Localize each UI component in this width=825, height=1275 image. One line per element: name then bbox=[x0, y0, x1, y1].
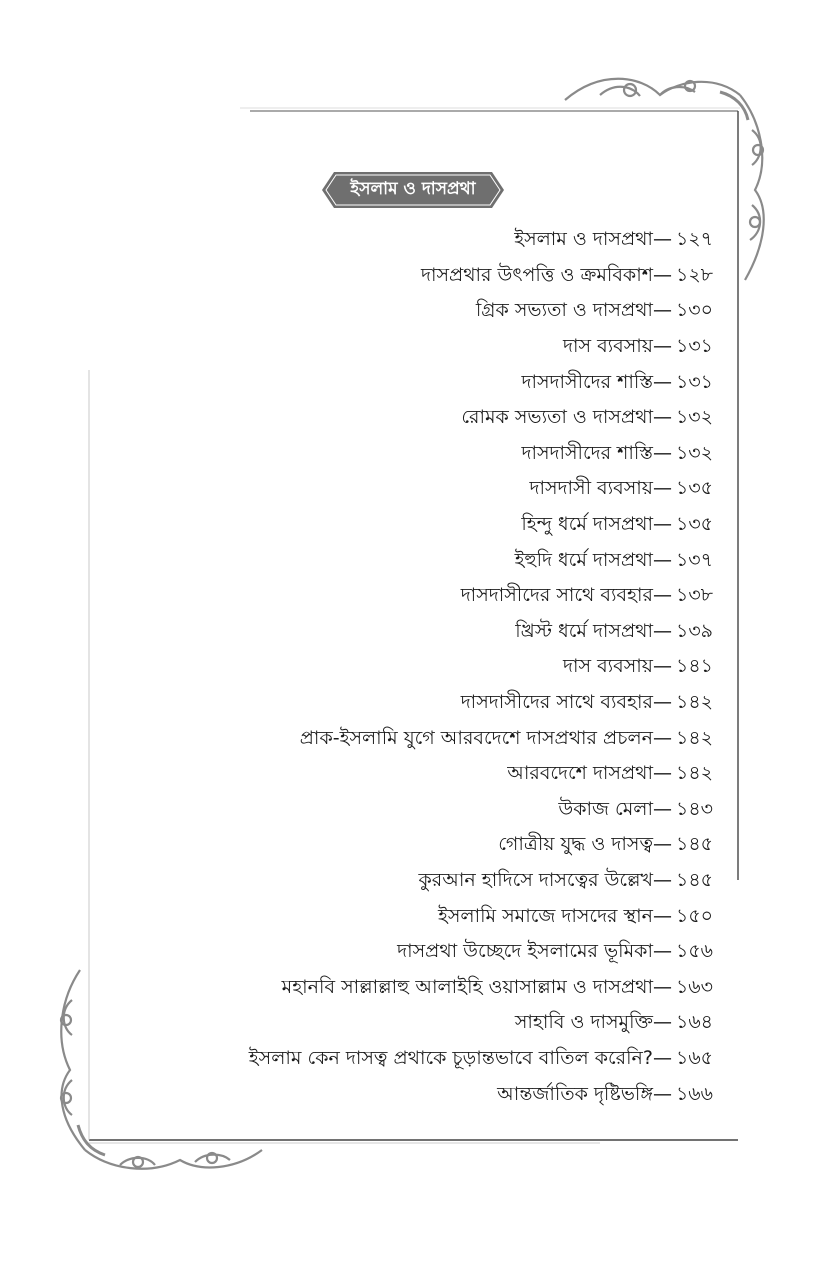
entry-title: দাসদাসীদের সাথে ব্যবহার bbox=[460, 584, 653, 607]
entry-separator: — bbox=[652, 513, 672, 536]
entry-separator: — bbox=[652, 1082, 672, 1105]
toc-entry[interactable] bbox=[193, 614, 713, 650]
entry-page: ১৩৫ bbox=[675, 513, 713, 536]
toc-entry[interactable] bbox=[193, 1005, 713, 1041]
table-of-contents bbox=[193, 222, 713, 1112]
entry-separator: — bbox=[652, 584, 672, 607]
entry-separator: — bbox=[652, 691, 672, 714]
entry-separator: — bbox=[652, 762, 672, 785]
entry-separator: — bbox=[652, 263, 672, 286]
entry-page: ১৬৪ bbox=[675, 1011, 713, 1034]
entry-title: দাস ব্যবসায় bbox=[563, 655, 653, 678]
toc-entry[interactable] bbox=[193, 827, 713, 863]
entry-title: গোত্রীয় যুদ্ধ ও দাসত্ব bbox=[498, 833, 653, 856]
entry-page: ১২৮ bbox=[675, 263, 713, 286]
entry-page: ১৪৫ bbox=[676, 833, 713, 856]
toc-entry[interactable] bbox=[193, 898, 713, 934]
entry-title: হিন্দু ধর্মে দাসপ্রথা bbox=[521, 513, 653, 536]
entry-separator: — bbox=[652, 335, 672, 358]
toc-entry[interactable] bbox=[193, 471, 713, 507]
toc-entry[interactable] bbox=[193, 329, 713, 365]
entry-title: দাসদাসী ব্যবসায় bbox=[529, 477, 653, 500]
entry-separator: — bbox=[653, 655, 672, 678]
entry-separator: — bbox=[652, 406, 672, 429]
toc-entry[interactable] bbox=[193, 969, 713, 1005]
entry-separator: — bbox=[653, 868, 672, 891]
entry-title: ইহুদি ধর্মে দাসপ্রথা bbox=[514, 548, 653, 571]
entry-title: দাসপ্রথার উৎপত্তি ও ক্রমবিকাশ bbox=[421, 263, 653, 286]
entry-title: দাসদাসীদের শাস্তি bbox=[521, 441, 653, 464]
entry-page: ১৫৬ bbox=[675, 940, 713, 963]
entry-page: ১৪২ bbox=[675, 762, 713, 785]
entry-separator: — bbox=[652, 228, 672, 251]
entry-page: ১৩২ bbox=[675, 441, 713, 464]
entry-page: ১৩০ bbox=[675, 299, 713, 322]
toc-entry[interactable] bbox=[193, 258, 713, 294]
entry-separator: — bbox=[652, 370, 672, 393]
toc-entry[interactable] bbox=[193, 1041, 713, 1077]
entry-separator: — bbox=[652, 1046, 672, 1069]
toc-entry[interactable] bbox=[193, 685, 713, 721]
entry-title: উকাজ মেলা bbox=[558, 797, 653, 820]
entry-page: ১৩৮ bbox=[675, 584, 713, 607]
entry-title: খ্রিস্ট ধর্মে দাসপ্রথা bbox=[515, 619, 653, 642]
entry-title: ইসলাম ও দাসপ্রথা bbox=[514, 228, 653, 251]
entry-page: ১৪২ bbox=[675, 691, 713, 714]
toc-entry[interactable] bbox=[193, 222, 713, 258]
entry-title: ইসলাম কেন দাসত্ব প্রথাকে চূড়ান্তভাবে বাতিল করেনি? bbox=[248, 1046, 653, 1069]
entry-title: মহানবি সাল্লাল্লাহু আলাইহি ওয়াসাল্লাম ও দাসপ্রথা bbox=[281, 975, 653, 998]
toc-entry[interactable] bbox=[193, 934, 713, 970]
entry-separator: — bbox=[652, 299, 672, 322]
entry-page: ১৪২ bbox=[675, 726, 713, 749]
entry-separator: — bbox=[652, 797, 672, 820]
entry-separator: — bbox=[652, 940, 672, 963]
entry-page: ১৬৬ bbox=[675, 1082, 713, 1105]
entry-title: দাস ব্যবসায় bbox=[562, 335, 653, 358]
entry-title: আন্তর্জাতিক দৃষ্টিভঙ্গি bbox=[497, 1082, 653, 1105]
entry-title: গ্রিক সভ্যতা ও দাসপ্রথা bbox=[475, 299, 653, 322]
section-title: ইসলাম ও দাসপ্রথা bbox=[350, 179, 476, 199]
entry-separator: — bbox=[652, 441, 672, 464]
entry-title: কুরআন হাদিসে দাসত্বের উল্লেখ bbox=[418, 868, 653, 891]
toc-entry[interactable] bbox=[193, 649, 713, 685]
entry-page: ১৪৩ bbox=[675, 797, 713, 820]
entry-page: ১২৭ bbox=[675, 228, 713, 251]
toc-entry[interactable] bbox=[193, 756, 713, 792]
entry-page: ১৩৯ bbox=[675, 619, 713, 642]
entry-page: ১৩১ bbox=[675, 370, 713, 393]
entry-title: দাসদাসীদের সাথে ব্যবহার bbox=[460, 691, 653, 714]
toc-entry[interactable] bbox=[193, 364, 713, 400]
toc-entry[interactable] bbox=[193, 542, 713, 578]
toc-entry[interactable] bbox=[193, 293, 713, 329]
toc-entry[interactable] bbox=[193, 507, 713, 543]
entry-separator: — bbox=[652, 1011, 672, 1034]
entry-title: প্রাক-ইসলামি যুগে আরবদেশে দাসপ্রথার প্রচলন bbox=[299, 726, 653, 749]
entry-page: ১৬৫ bbox=[675, 1046, 713, 1069]
entry-title: রোমক সভ্যতা ও দাসপ্রথা bbox=[461, 406, 653, 429]
entry-separator: — bbox=[652, 904, 672, 927]
entry-page: ১৩৭ bbox=[675, 548, 713, 571]
toc-entry[interactable] bbox=[193, 578, 713, 614]
entry-separator: — bbox=[652, 548, 672, 571]
toc-entry[interactable] bbox=[193, 1076, 713, 1112]
entry-title: দাসদাসীদের শাস্তি bbox=[521, 370, 653, 393]
entry-page: ১৪৫ bbox=[676, 868, 713, 891]
entry-separator: — bbox=[653, 833, 672, 856]
toc-entry[interactable] bbox=[193, 863, 713, 899]
entry-separator: — bbox=[652, 619, 672, 642]
entry-page: ১৩১ bbox=[675, 335, 713, 358]
section-title-badge bbox=[322, 172, 504, 208]
entry-page: ১৩২ bbox=[675, 406, 713, 429]
toc-entry[interactable] bbox=[193, 436, 713, 472]
entry-page: ১৪১ bbox=[676, 655, 713, 678]
toc-entry[interactable] bbox=[193, 792, 713, 828]
entry-title: ইসলামি সমাজে দাসদের স্থান bbox=[437, 904, 653, 927]
entry-page: ১৫০ bbox=[675, 904, 713, 927]
toc-entry[interactable] bbox=[193, 720, 713, 756]
entry-separator: — bbox=[652, 975, 672, 998]
entry-title: সাহাবি ও দাসমুক্তি bbox=[514, 1011, 653, 1034]
toc-entry[interactable] bbox=[193, 400, 713, 436]
entry-page: ১৬৩ bbox=[675, 975, 713, 998]
entry-title: দাসপ্রথা উচ্ছেদে ইসলামের ভূমিকা bbox=[397, 940, 653, 963]
entry-separator: — bbox=[652, 477, 672, 500]
entry-separator: — bbox=[652, 726, 672, 749]
entry-page: ১৩৫ bbox=[675, 477, 713, 500]
entry-title: আরবদেশে দাসপ্রথা bbox=[507, 762, 653, 785]
